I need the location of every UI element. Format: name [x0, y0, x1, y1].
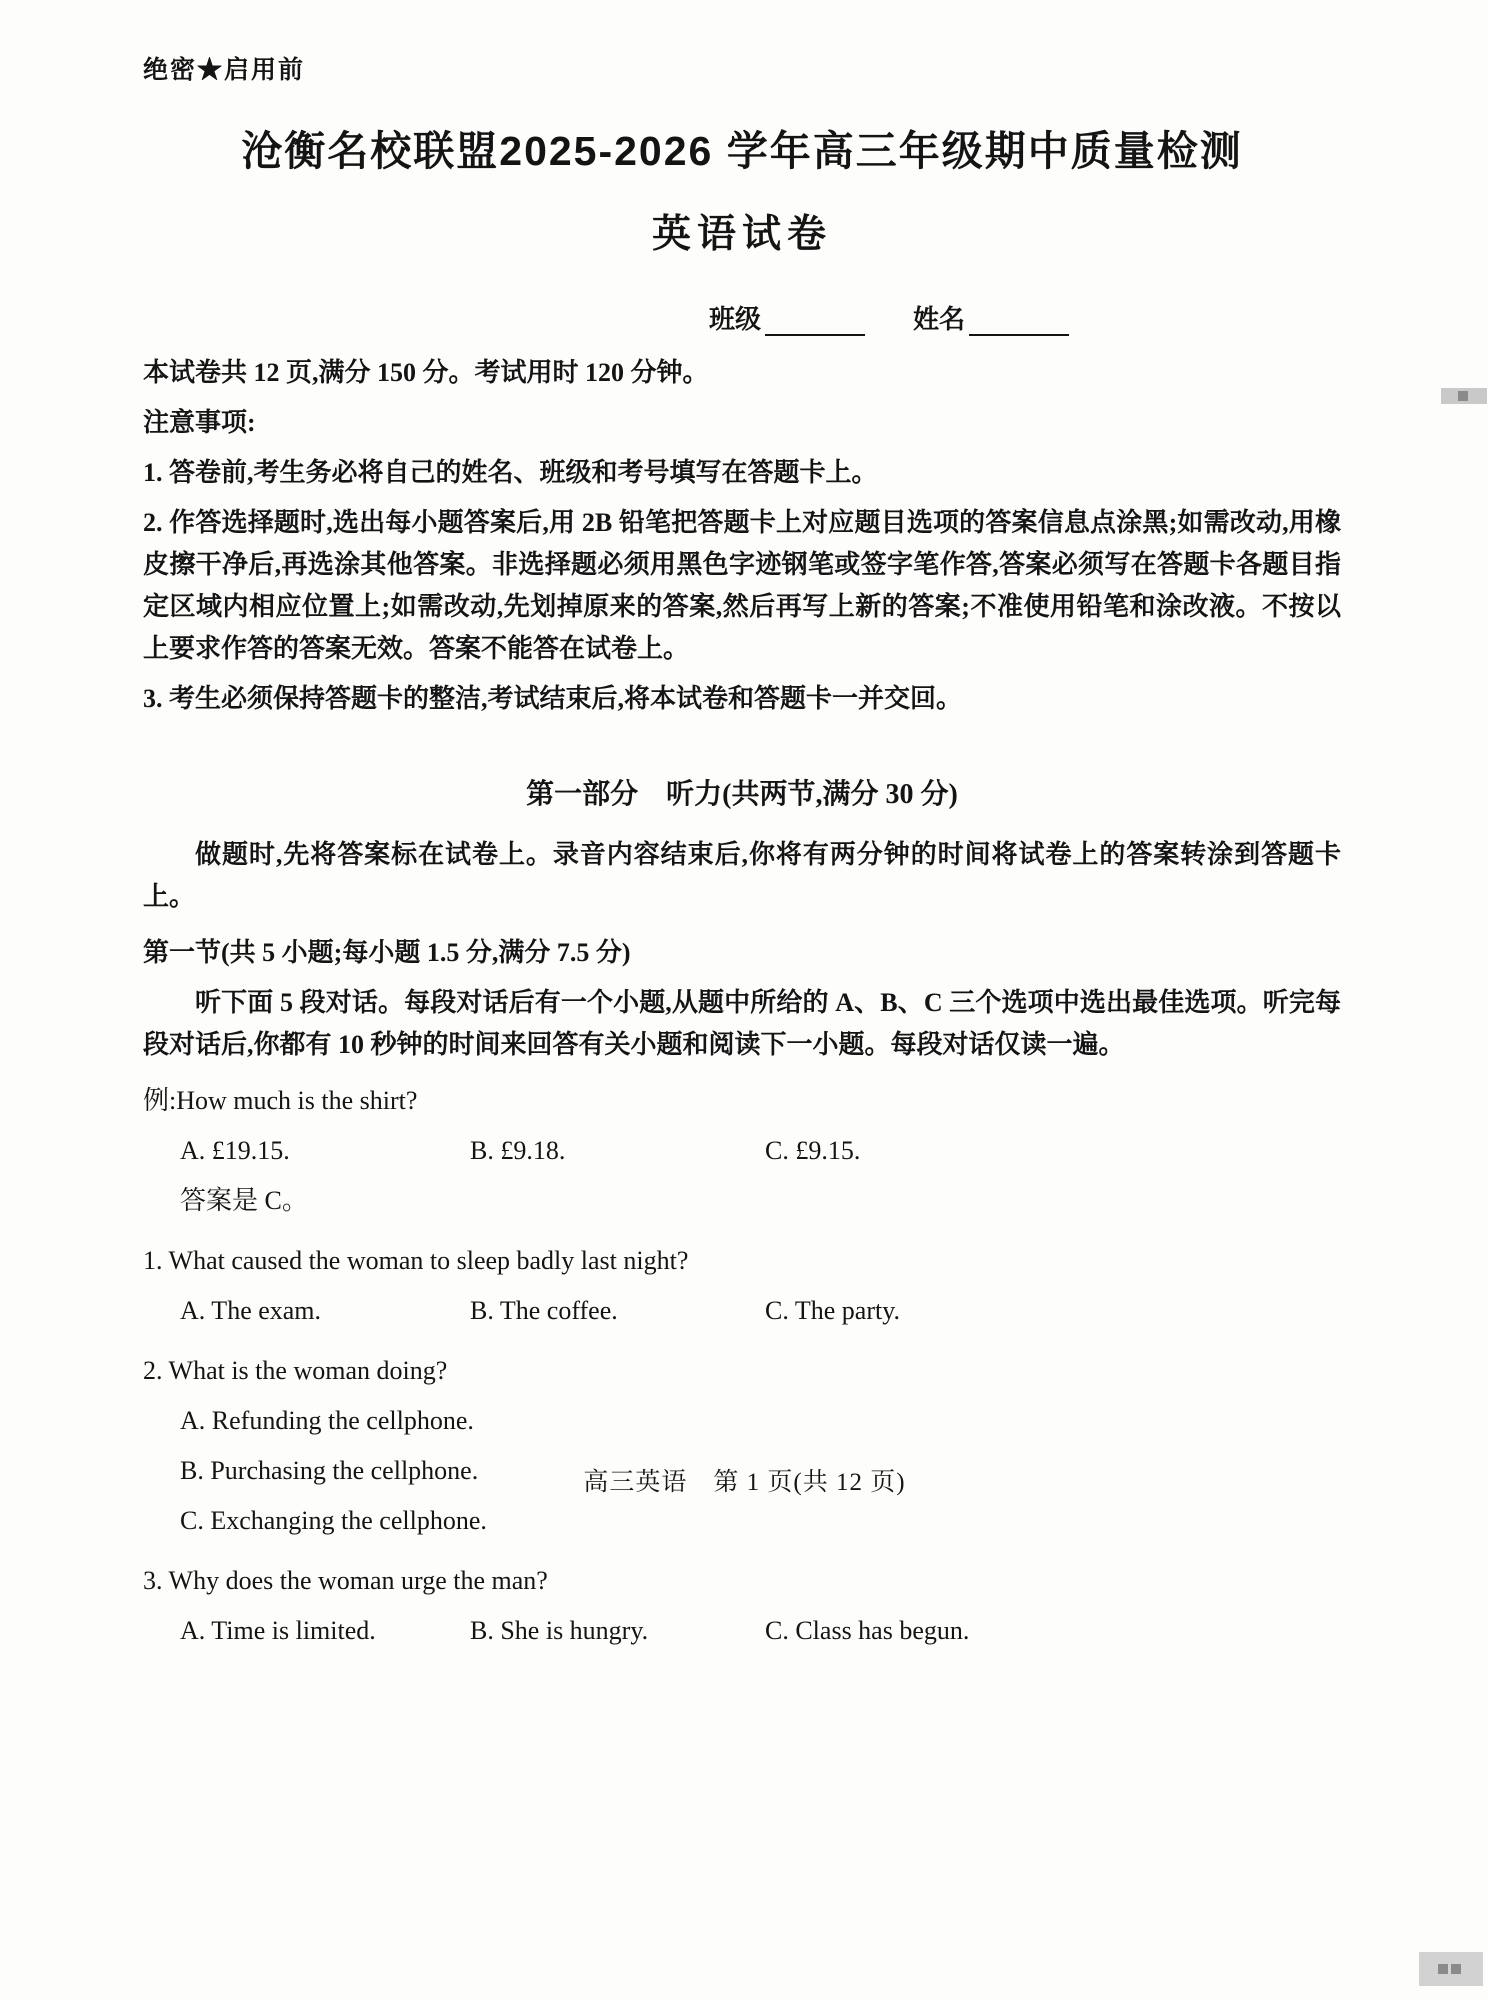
example-option-a: A. £19.15.	[180, 1136, 290, 1165]
student-info-row	[143, 299, 1341, 336]
section1-intro: 听下面 5 段对话。每段对话后有一个小题,从题中所给的 A、B、C 三个选项中选出最佳选项。听完每段对话后,你都有 10 秒钟的时间来回答有关小题和阅读下一小题。每段对话仅读一遍。	[143, 988, 1341, 1059]
exam-subtitle: 英语试卷	[651, 213, 832, 256]
exam-info-line: 本试卷共 12 页,满分 150 分。考试用时 120 分钟。	[143, 358, 709, 387]
question-3-options-row	[143, 1610, 1341, 1652]
question-3-option-b: B. She is hungry.	[470, 1616, 649, 1645]
note-item-1: 1. 答卷前,考生务必将自己的姓名、班级和考号填写在答题卡上。	[143, 458, 878, 487]
question-1-text: 1. What caused the woman to sleep badly last night?	[143, 1246, 689, 1275]
question-3-option-c: C. Class has begun.	[765, 1616, 970, 1645]
exam-title: 沧衡名校联盟2025-2026 学年高三年级期中质量检测	[241, 128, 1243, 174]
scan-watermark-pixel	[1458, 391, 1468, 401]
section1-heading: 第一节(共 5 小题;每小题 1.5 分,满分 7.5 分)	[143, 938, 631, 967]
question-3-text: 3. Why does the woman urge the man?	[143, 1566, 548, 1595]
example-option-c: C. £9.15.	[765, 1136, 861, 1165]
part1-heading: 第一部分 听力(共两节,满分 30 分)	[526, 779, 958, 810]
note-item-2: 2. 作答选择题时,选出每小题答案后,用 2B 铅笔把答题卡上对应题目选项的答案信息点涂黑;如需改动,用橡皮擦干净后,再选涂其他答案。非选择题必须用黑色字迹钢笔或签字笔作答,答案必须写在答题卡各题目指定区域内相应位置上;如需改动,先划掉原来的答案,然后再写上新的答案;不准使用铅笔和涂改液。不按以上要求作答的答案无效。答案不能答在试卷上。	[143, 508, 1341, 663]
example-option-b: B. £9.18.	[470, 1136, 566, 1165]
question-2-option-b: B. Purchasing the cellphone.	[180, 1456, 479, 1485]
page-footer: 高三英语 第 1 页(共 12 页)	[583, 1469, 906, 1496]
example-options-row	[143, 1130, 1341, 1172]
notes-title: 注意事项:	[143, 408, 256, 437]
classification-banner: 绝密★启用前	[143, 57, 306, 84]
scan-watermark-pixel	[1451, 1964, 1461, 1974]
question-2-option-c: C. Exchanging the cellphone.	[180, 1506, 487, 1535]
question-1-option-b: B. The coffee.	[470, 1296, 618, 1325]
name-blank-line	[969, 306, 1069, 336]
scan-watermark-pixel	[1438, 1964, 1448, 1974]
example-answer: 答案是 C。	[180, 1186, 308, 1215]
class-label: 班级	[709, 305, 762, 334]
part1-intro: 做题时,先将答案标在试卷上。录音内容结束后,你将有两分钟的时间将试卷上的答案转涂到答题卡上。	[143, 840, 1341, 911]
note-item-3: 3. 考生必须保持答题卡的整洁,考试结束后,将本试卷和答题卡一并交回。	[143, 684, 963, 713]
question-2-text: 2. What is the woman doing?	[143, 1356, 448, 1385]
question-1-options-row	[143, 1290, 1341, 1332]
name-label: 姓名	[913, 305, 966, 334]
question-3-option-a: A. Time is limited.	[180, 1616, 376, 1645]
example-question: 例:How much is the shirt?	[143, 1086, 418, 1115]
question-1-option-a: A. The exam.	[180, 1296, 322, 1325]
scan-watermark-icon	[1441, 388, 1487, 404]
question-1-option-c: C. The party.	[765, 1296, 901, 1325]
scan-watermark-corner-icon	[1419, 1952, 1483, 1986]
class-blank-line	[765, 306, 865, 336]
question-2-option-a: A. Refunding the cellphone.	[180, 1406, 474, 1435]
